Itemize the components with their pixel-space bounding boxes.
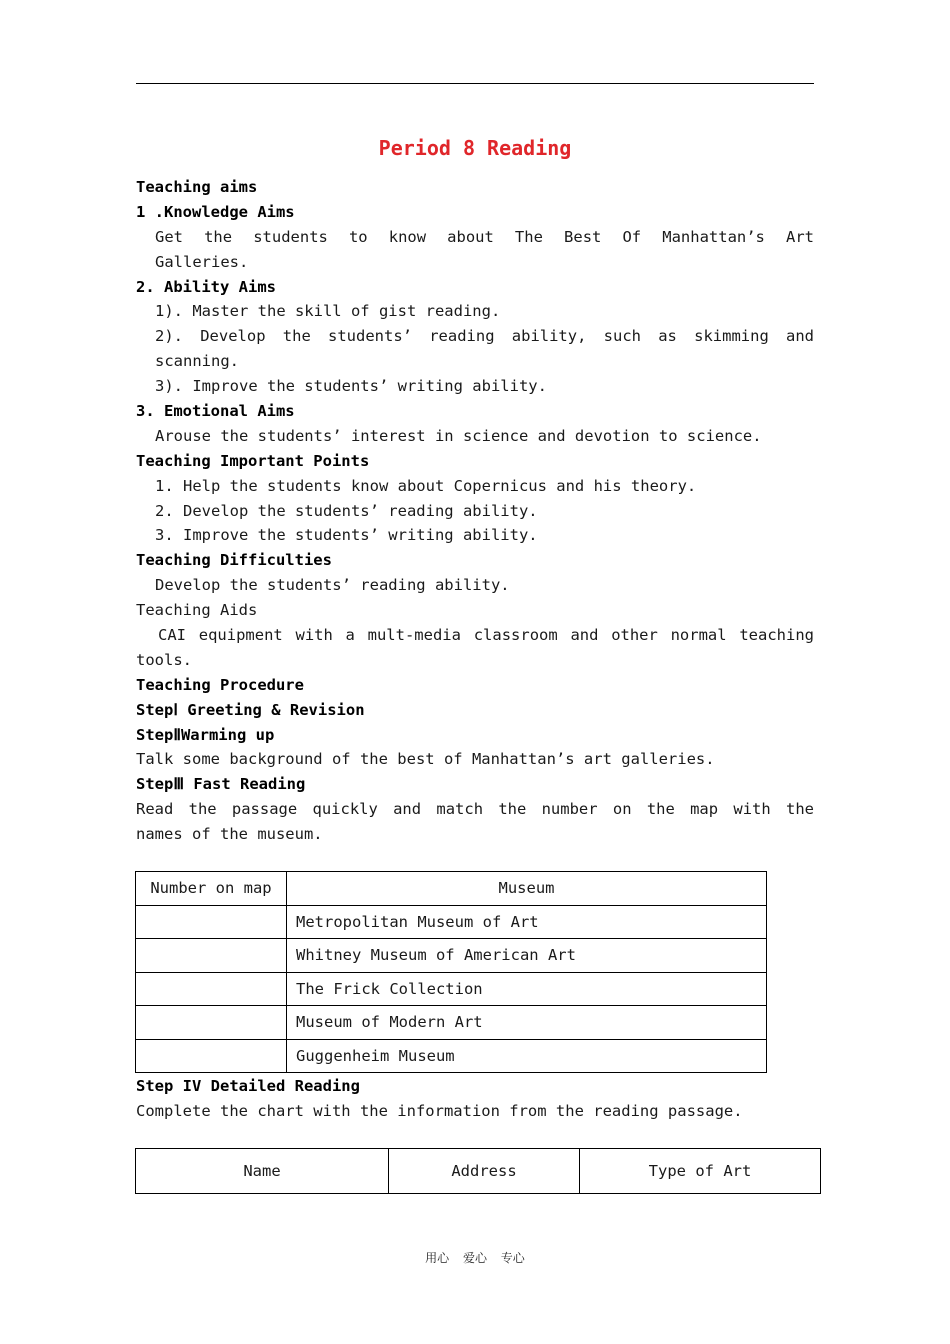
important-item-3: 3. Improve the students’ writing ability. <box>155 526 538 545</box>
ability-item-2: 2). Develop the students’ reading ability, such as skimming and <box>155 327 814 346</box>
header-museum: Museum <box>287 872 767 906</box>
heading-teaching-aids: Teaching Aids <box>136 601 258 620</box>
number-cell <box>136 1006 287 1040</box>
table-row <box>136 1006 767 1040</box>
table-row <box>136 905 767 939</box>
museum-cell: Whitney Museum of American Art <box>287 939 767 973</box>
knowledge-text-cont: Galleries. <box>155 252 249 271</box>
step-3-text: Read the passage quickly and match the number on the map with the <box>136 800 814 819</box>
aids-text-cont: tools. <box>136 650 192 669</box>
emotional-text: Arouse the students’ interest in science and devotion to science. <box>155 426 762 445</box>
step-3-heading: StepⅢ Fast Reading <box>136 775 306 794</box>
museum-match-table <box>135 871 767 1073</box>
difficulties-text: Develop the students’ reading ability. <box>155 576 510 595</box>
important-item-1: 1. Help the students know about Copernicus and his theory. <box>155 476 697 495</box>
heading-important-points: Teaching Important Points <box>136 451 370 470</box>
header-number-on-map: Number on map <box>136 872 287 906</box>
step-4-section <box>136 1074 814 1124</box>
header-name: Name <box>136 1149 389 1194</box>
header-address: Address <box>389 1149 580 1194</box>
step-3-text-cont: names of the museum. <box>136 825 323 844</box>
ability-item-3: 3). Improve the students’ writing ability. <box>155 377 547 396</box>
number-cell <box>136 1039 287 1073</box>
page-title: Period 8 Reading <box>378 136 572 160</box>
number-cell <box>136 972 287 1006</box>
ability-item-1: 1). Master the skill of gist reading. <box>155 302 501 321</box>
heading-ability-aims: 2. Ability Aims <box>136 277 276 296</box>
heading-procedure: Teaching Procedure <box>136 675 304 694</box>
table-row <box>136 1039 767 1073</box>
detail-chart-table <box>135 1148 821 1194</box>
aids-text: CAI equipment with a mult-media classroom and other normal teaching <box>158 626 814 645</box>
table-row <box>136 939 767 973</box>
header-rule <box>136 83 814 84</box>
museum-cell: Museum of Modern Art <box>287 1006 767 1040</box>
table-row <box>136 972 767 1006</box>
lesson-body <box>136 175 814 847</box>
heading-difficulties: Teaching Difficulties <box>136 551 332 570</box>
step-4-heading: Step IV Detailed Reading <box>136 1077 360 1095</box>
number-cell <box>136 905 287 939</box>
table-header-row <box>136 872 767 906</box>
museum-cell: Guggenheim Museum <box>287 1039 767 1073</box>
heading-teaching-aims: Teaching aims <box>136 178 258 196</box>
step-4-text: Complete the chart with the information from the reading passage. <box>136 1101 743 1120</box>
heading-knowledge-aims: 1 .Knowledge Aims <box>136 202 295 221</box>
heading-emotional-aims: 3. Emotional Aims <box>136 402 295 421</box>
knowledge-text: Get the students to know about The Best Of Manhattan’s Art <box>155 227 814 246</box>
step-2-heading: StepⅡWarming up <box>136 725 275 744</box>
header-type-of-art: Type of Art <box>580 1149 821 1194</box>
table-header-row <box>136 1149 821 1194</box>
number-cell <box>136 939 287 973</box>
step-1-heading: StepⅠ Greeting & Revision <box>136 700 365 719</box>
museum-cell: The Frick Collection <box>287 972 767 1006</box>
museum-cell: Metropolitan Museum of Art <box>287 905 767 939</box>
step-2-text: Talk some background of the best of Manhattan’s art galleries. <box>136 750 715 769</box>
ability-item-2-cont: scanning. <box>155 352 239 371</box>
important-item-2: 2. Develop the students’ reading ability. <box>155 501 538 520</box>
page-footer: 用心 爱心 专心 <box>425 1251 525 1265</box>
